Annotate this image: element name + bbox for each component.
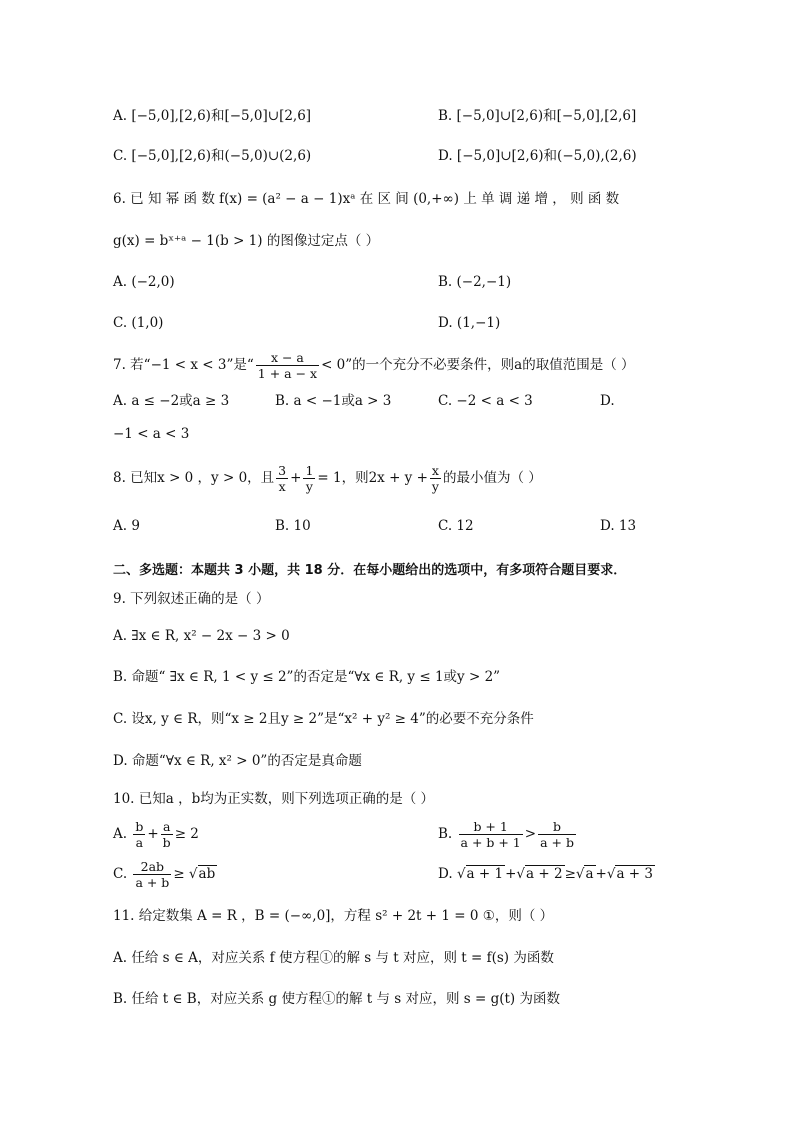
q8-stem-mid: = 1，则2x + y + <box>317 470 428 486</box>
q9-option-b: B. 命题“ ∃x ∈ R, 1 < y ≤ 2”的否定是“∀x ∈ R, y ≤ 1或y > 2” <box>113 669 501 685</box>
q10-a-tail: ≥ 2 <box>174 826 199 842</box>
q10-option-a <box>113 814 199 854</box>
q9-option-d: D. 命题“∀x ∈ R, x² > 0”的否定是真命题 <box>113 753 362 769</box>
q11-option-a: A. 任给 s ∈ A，对应关系 f 使方程①的解 s 与 t 对应，则 t = f(s) 为函数 <box>113 950 554 966</box>
q10-a-fraction-2 <box>161 819 173 850</box>
q6-option-d: D. (1,−1) <box>438 315 501 331</box>
q8-plus: + <box>290 470 302 486</box>
q10-c-sqrt <box>189 865 217 882</box>
q7-option-c: C. −2 < a < 3 <box>438 393 533 409</box>
q5-option-c: C. [−5,0],[2,6)和(−5,0)∪(2,6) <box>113 148 312 164</box>
q8-stem <box>113 460 542 496</box>
q10-option-b <box>438 814 578 854</box>
q10-option-c <box>113 854 217 894</box>
q7-fraction <box>256 350 319 381</box>
q10-c-ge: ≥ <box>173 866 185 882</box>
q8-fraction-1-den: x <box>278 479 286 494</box>
q8-fraction-1 <box>276 463 288 494</box>
q8-option-c: C. 12 <box>438 518 474 534</box>
section-heading-multiple-choice: 二、多选题：本题共 3 小题，共 18 分．在每小题给出的选项中，有多项符合题目要求． <box>113 563 627 578</box>
q10-d-ge: ≥ <box>564 866 576 882</box>
q7-stem-post: < 0”的一个充分不必要条件，则a的取值范围是（ ） <box>321 357 635 373</box>
q7-option-d-label: D. <box>600 393 615 409</box>
q6-stem-line2: g(x) = bˣ⁺ᵃ − 1(b > 1) 的图像过定点（ ） <box>113 233 380 249</box>
q9-option-a: A. ∃x ∈ R, x² − 2x − 3 > 0 <box>113 628 290 644</box>
q10-b-gt: > <box>524 826 537 842</box>
q10-option-d <box>438 865 655 883</box>
q5-option-d: D. [−5,0]∪[2,6)和(−5,0),(2,6) <box>438 148 637 164</box>
q7-option-d-value: −1 < a < 3 <box>113 426 190 442</box>
q9-stem: 9. 下列叙述正确的是（ ） <box>113 591 270 607</box>
q8-stem-post: 的最小值为（ ） <box>442 470 542 486</box>
q10-a-fraction-1-den: a <box>135 835 144 850</box>
q8-fraction-2-den: y <box>305 479 313 494</box>
q8-option-d: D. 13 <box>600 518 637 534</box>
q10-d-sqrt-2 <box>516 865 564 882</box>
q10-b-fraction-2-num: b <box>538 819 576 835</box>
q10-a-fraction-1-num: b <box>135 819 144 834</box>
q6-stem-line1: 6. 已 知 幂 函 数 f(x) = (a² − a − 1)xᵃ 在 区 间 (0,+∞) 上 单 调 递 增 ， 则 函 数 <box>113 191 620 207</box>
q10-c-fraction-num: 2ab <box>133 859 171 875</box>
q10-option-c-label: C. <box>113 866 128 882</box>
q8-fraction-2-num: 1 <box>305 463 314 478</box>
q7-stem-pre: 7. 若“−1 < x < 3”是“ <box>113 357 254 373</box>
q10-c-fraction-den: a + b <box>135 875 170 890</box>
q10-d-radicand-4: a + 3 <box>616 866 654 882</box>
q8-option-b: B. 10 <box>275 518 311 534</box>
q10-a-plus: + <box>147 826 159 842</box>
q10-d-sqrt-1 <box>457 865 505 882</box>
q8-fraction-2 <box>303 463 315 494</box>
q11-option-b: B. 任给 t ∈ B，对应关系 g 使方程①的解 t 与 s 对应，则 s = g(t) 为函数 <box>113 991 560 1007</box>
q10-a-fraction-2-num: a <box>161 819 173 835</box>
q10-b-fraction-2 <box>538 819 576 850</box>
q10-a-fraction-2-den: b <box>162 835 171 850</box>
q10-option-b-label: B. <box>438 826 453 842</box>
q7-fraction-num: x − a <box>256 350 319 366</box>
q10-d-sqrt-4 <box>607 865 655 882</box>
q10-option-d-label: D. <box>438 866 453 882</box>
q11-stem: 11. 给定数集 A = R ，B = (−∞,0]，方程 s² + 2t + 1 = 0 ①，则（ ） <box>113 908 554 924</box>
q10-option-a-label: A. <box>113 826 128 842</box>
q10-d-radicand-3: a <box>585 866 594 882</box>
q10-b-fraction-2-den: a + b <box>540 835 574 850</box>
q10-d-sqrt-3 <box>576 865 596 882</box>
q5-option-a: A. [−5,0],[2,6)和[−5,0]∪[2,6] <box>113 108 312 124</box>
q10-a-fraction-1 <box>133 819 145 850</box>
q7-option-a: A. a ≤ −2或a ≥ 3 <box>113 393 230 409</box>
q9-option-c: C. 设x, y ∈ R，则“x ≥ 2且y ≥ 2”是“x² + y² ≥ 4”的必要不充分条件 <box>113 711 534 727</box>
q6-option-b: B. (−2,−1) <box>438 274 512 290</box>
q8-fraction-3-num: x <box>431 463 439 478</box>
q6-option-a: A. (−2,0) <box>113 274 175 290</box>
q10-c-fraction <box>133 859 171 890</box>
q10-d-plus-2: + <box>595 866 607 882</box>
q10-c-radicand: ab <box>198 866 216 882</box>
q7-stem <box>113 348 635 382</box>
q10-stem: 10. 已知a ，b均为正实数，则下列选项正确的是（ ） <box>113 791 435 807</box>
q10-b-fraction-1 <box>459 819 523 850</box>
q10-b-fraction-1-den: a + b + 1 <box>460 835 521 850</box>
q8-fraction-3-den: y <box>431 479 439 494</box>
q10-d-radicand-1: a + 1 <box>466 866 504 882</box>
q8-stem-pre: 8. 已知x > 0 ，y > 0，且 <box>113 470 275 486</box>
q8-fraction-3 <box>430 463 441 494</box>
q5-option-b: B. [−5,0]∪[2,6)和[−5,0],[2,6] <box>438 108 637 124</box>
q6-option-c: C. (1,0) <box>113 315 164 331</box>
q10-b-fraction-1-num: b + 1 <box>459 819 523 835</box>
q8-option-a: A. 9 <box>113 518 140 534</box>
q7-option-b: B. a < −1或a > 3 <box>275 393 392 409</box>
q10-d-plus-1: + <box>505 866 517 882</box>
q10-d-radicand-2: a + 2 <box>526 866 563 882</box>
q8-fraction-1-num: 3 <box>278 463 287 478</box>
q7-fraction-den: 1 + a − x <box>257 366 318 381</box>
